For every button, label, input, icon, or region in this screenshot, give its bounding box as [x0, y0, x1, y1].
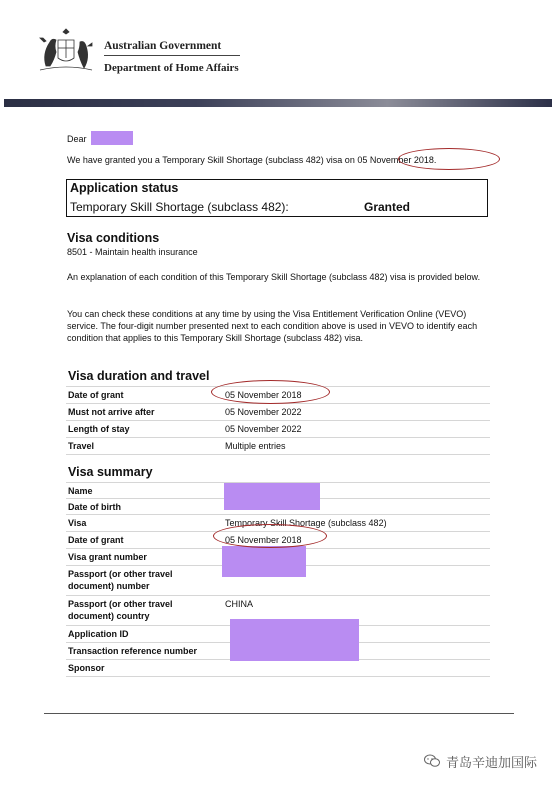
row-label: Visa grant number — [68, 552, 147, 562]
grant-date: 05 November 2018 — [357, 155, 434, 165]
row-label: Date of grant — [68, 390, 124, 400]
summary-date-of-grant-circle — [213, 524, 327, 548]
row-value: CHINA — [225, 599, 254, 609]
application-status-value: Granted — [364, 200, 411, 214]
visa-conditions-title: Visa conditions — [67, 231, 160, 245]
table-row — [66, 659, 490, 677]
grant-sentence-text: We have granted you a Temporary Skill Shortage (subclass 482) visa on — [67, 155, 358, 165]
government-title: Australian Government — [104, 40, 222, 52]
department-title: Department of Home Affairs — [104, 62, 239, 74]
row-label: Must not arrive after — [68, 407, 155, 417]
row-label: Transaction reference number — [68, 646, 198, 656]
table-row — [66, 437, 490, 455]
conditions-explanation: An explanation of each condition of this Temporary Skill Shortage (subclass 482) visa is provided below. — [67, 272, 481, 282]
application-status-title: Application status — [70, 181, 179, 195]
redacted-name — [91, 131, 133, 145]
row-value: 05 November 2018 — [225, 390, 302, 400]
row-label: Sponsor — [68, 663, 105, 673]
row-label: Name — [68, 486, 93, 496]
row-value: 05 November 2018 — [225, 535, 302, 545]
row-label: Application ID — [68, 629, 129, 639]
greeting — [67, 131, 133, 145]
redacted-visa-grant-passport — [222, 546, 306, 577]
vevo-paragraph: You can check these conditions at any time by using the Visa Entitlement Verification Online (VEVO) service. The four-digit number presented next to each condition above is used in VEVO to identify each condition that applies to this Temporary Skill Shortage (subclass 482) visa. — [67, 309, 478, 343]
table-row — [66, 420, 490, 437]
greeting-label: Dear — [67, 134, 87, 144]
visa-summary-title: Visa summary — [68, 465, 153, 479]
grant-date-circle — [398, 148, 500, 170]
grant-sentence-end: . — [433, 155, 437, 165]
row-label: Passport (or other travel document) number — [68, 569, 173, 591]
table-row — [66, 403, 490, 420]
grant-sentence — [67, 155, 436, 165]
date-of-grant-circle — [211, 380, 330, 404]
redacted-application-transaction-sponsor — [230, 619, 359, 661]
application-status-visa: Temporary Skill Shortage (subclass 482): — [70, 200, 289, 214]
footer-divider — [44, 713, 514, 714]
row-value: 05 November 2022 — [225, 407, 302, 417]
row-label: Date of birth — [68, 502, 121, 512]
row-label: Date of grant — [68, 535, 124, 545]
row-label: Visa — [68, 518, 87, 528]
header-divider — [104, 55, 240, 56]
header-bar — [4, 99, 552, 107]
redacted-name-dob — [224, 483, 320, 510]
row-value: 05 November 2022 — [225, 424, 302, 434]
row-value: Temporary Skill Shortage (subclass 482) — [225, 518, 387, 528]
visa-condition-8501: 8501 - Maintain health insurance — [67, 247, 198, 257]
wechat-icon — [424, 754, 440, 768]
row-label: Length of stay — [68, 424, 130, 434]
row-value: Multiple entries — [225, 441, 286, 451]
row-label: Passport (or other travel document) country — [68, 599, 173, 621]
row-label: Travel — [68, 441, 95, 451]
coat-of-arms-icon — [36, 28, 96, 74]
watermark-text: 青岛辛迪加国际 — [446, 756, 538, 771]
visa-duration-title: Visa duration and travel — [68, 369, 210, 383]
